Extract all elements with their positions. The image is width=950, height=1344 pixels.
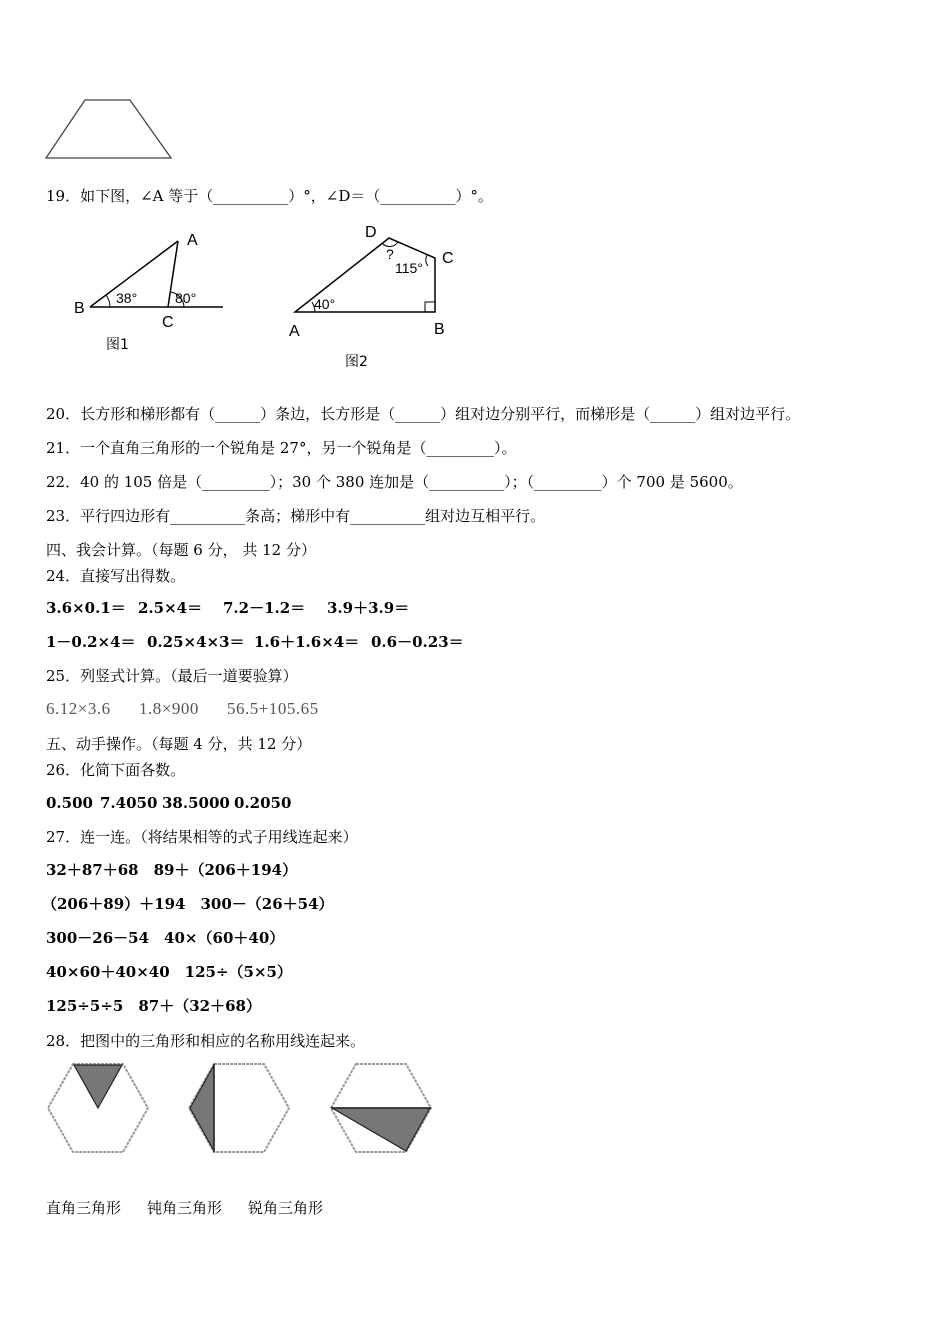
question-22: 22．40 的 105 倍是（_________）；30 个 380 连加是（__________）；（_________）个 700 是 5600。: [46, 473, 743, 491]
trapezoid-figure: [40, 95, 180, 165]
triangle-name-right: 直角三角形: [46, 1199, 122, 1217]
question-26: 26．化简下面各数。: [46, 761, 186, 779]
fig1-label-c: C: [162, 314, 174, 331]
calc-item: 7.2－1.2＝: [223, 599, 306, 617]
simplify-items: [46, 793, 291, 813]
question-27: 27．连一连。（将结果相等的式子用线连起来）: [46, 828, 358, 846]
triangle-figure-1: [70, 225, 240, 355]
match-row: 125÷5÷5 87＋（32＋68）: [46, 997, 261, 1015]
calc-item: 2.5×4＝: [138, 599, 203, 617]
calc-item: 3.9＋3.9＝: [327, 599, 410, 617]
match-row: 32＋87＋68 89＋（206＋194）: [46, 861, 298, 879]
fig2-caption: 图2: [345, 354, 368, 370]
calc-item: 0.6－0.23＝: [371, 633, 464, 651]
hexagon-3: [331, 1064, 431, 1152]
triangle-name-obtuse: 钝角三角形: [147, 1199, 223, 1217]
fig2-label-b: B: [434, 321, 445, 338]
calc-item: 0.25×4×3＝: [147, 633, 245, 651]
fig1-angle-c: 80°: [175, 290, 197, 306]
simplify-item: 0.500: [46, 794, 93, 812]
vertical-calc-items: [46, 699, 319, 719]
question-28: 28．把图中的三角形和相应的名称用线连起来。: [46, 1032, 366, 1050]
fig2-angle-c: 115°: [395, 260, 423, 276]
section-5-heading: 五、动手操作。（每题 4 分，共 12 分）: [46, 735, 312, 753]
question-19: 19．如下图，∠A 等于（__________）°，∠D＝（__________）°。: [46, 187, 493, 205]
question-24: 24．直接写出得数。: [46, 567, 186, 585]
question-21: 21．一个直角三角形的一个锐角是 27°，另一个锐角是（_________）。: [46, 439, 517, 457]
match-row: 40×60＋40×40 125÷（5×5）: [46, 963, 292, 981]
question-25: 25．列竖式计算。（最后一道要验算）: [46, 667, 298, 685]
fig2-label-c: C: [442, 250, 454, 267]
vertical-calc-item: 56.5+105.65: [227, 699, 319, 718]
match-row: （206＋89）＋194 300－（26＋54）: [42, 895, 334, 913]
fig1-caption: 图1: [106, 337, 129, 353]
fig2-angle-d: ?: [386, 246, 394, 262]
question-23: 23．平行四边形有__________条高；梯形中有__________组对边互相平行。: [46, 507, 546, 525]
calc-item: 1－0.2×4＝: [46, 633, 136, 651]
fig1-label-a: A: [187, 232, 198, 249]
calc-item: 3.6×0.1＝: [46, 599, 126, 617]
match-row: 300－26－54 40×（60＋40）: [46, 929, 285, 947]
fig2-label-d: D: [365, 224, 377, 241]
calc-row-2: [46, 632, 464, 652]
vertical-calc-item: 1.8×900: [139, 699, 199, 718]
hexagon-2: [189, 1064, 289, 1152]
simplify-item: 0.2050: [234, 794, 292, 812]
simplify-item: 38.5000: [162, 794, 230, 812]
simplify-item: 7.4050: [100, 794, 158, 812]
calc-row-1: [46, 598, 409, 618]
fig1-angle-b: 38°: [116, 290, 138, 306]
hexagon-1: [48, 1064, 148, 1152]
fig1-label-b: B: [74, 300, 85, 317]
vertical-calc-item: 6.12×3.6: [46, 699, 111, 718]
triangle-names: [46, 1198, 349, 1218]
triangle-name-acute: 锐角三角形: [248, 1199, 324, 1217]
question-20: 20．长方形和梯形都有（______）条边，长方形是（______）组对边分别平行，而梯形是（______）组对边平行。: [46, 405, 801, 423]
quadrilateral-figure-2: [285, 218, 470, 373]
fig2-angle-a: 40°: [314, 296, 336, 312]
fig2-label-a: A: [289, 323, 300, 340]
section-4-heading: 四、我会计算。（每题 6 分， 共 12 分）: [46, 541, 316, 559]
calc-item: 1.6＋1.6×4＝: [254, 633, 360, 651]
hexagon-figures: [40, 1058, 440, 1160]
